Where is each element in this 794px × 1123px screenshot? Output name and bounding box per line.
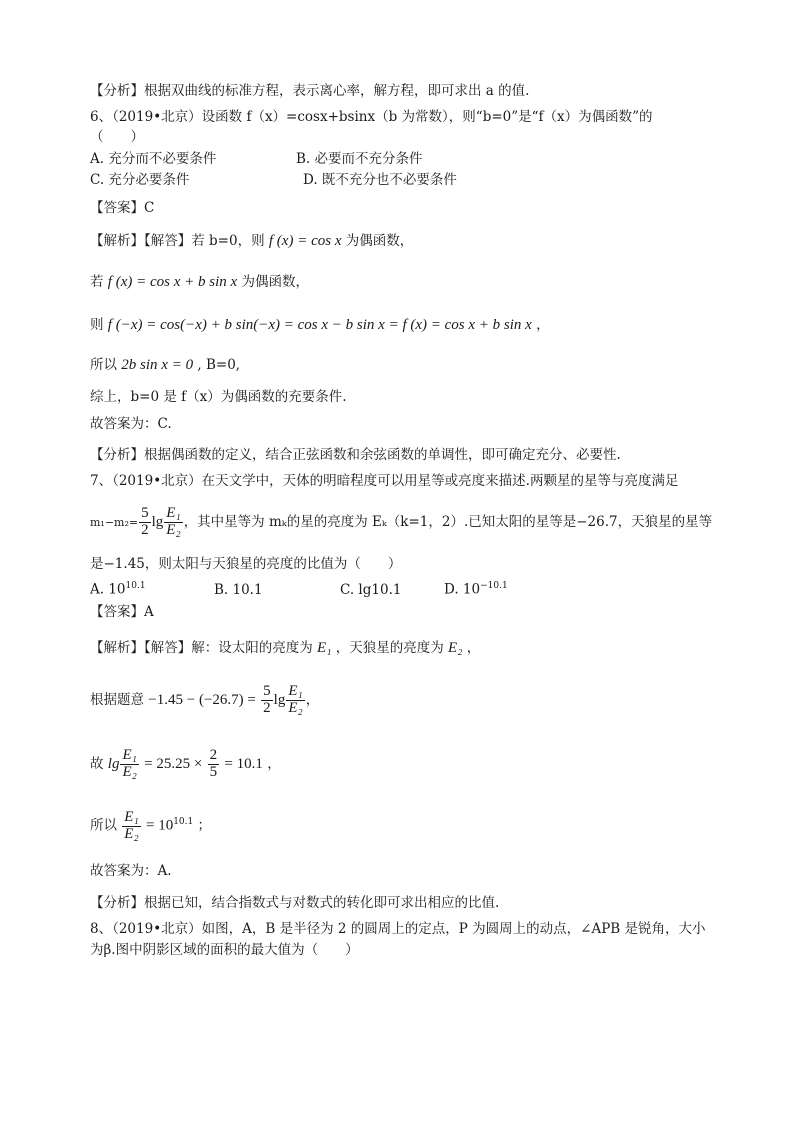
numerator: 5 [263, 683, 271, 700]
denominator: E₂ [122, 764, 137, 780]
q6-option-d: D. 既不充分也不必要条件 [303, 172, 457, 188]
text: ，其中星等为 mₖ的星的亮度为 Eₖ（k=1，2）.已知太阳的星等是−26.7，天狼星的星等 [183, 514, 713, 530]
denominator: E₂ [166, 522, 181, 538]
q7-answer: 【答案】A [90, 604, 154, 620]
option-a-text: A. 10 [90, 581, 126, 598]
text: 则 [90, 317, 104, 333]
option-d-exponent: −10.1 [480, 581, 508, 591]
denominator: 5 [209, 764, 218, 780]
text: ， [536, 317, 550, 333]
q7-solution-line3 [90, 744, 281, 784]
q7-option-d [444, 577, 508, 599]
q8-stem-line2: 为β.图中阴影区域的面积的最大值为（ ） [90, 942, 359, 958]
text: 故 [90, 756, 104, 772]
fraction-2-over-5 [208, 748, 220, 781]
q6-options-row2 [90, 171, 457, 189]
numerator: E₁ [124, 808, 139, 825]
q7-solution-line5: 故答案为：A. [90, 863, 172, 879]
q6-solution-line3 [90, 316, 550, 334]
text: ，天狼星的亮度为 [335, 640, 444, 656]
formula: 2b sin x = 0 [121, 357, 194, 373]
text: ， [267, 756, 281, 772]
formula-lhs: m₁−m₂= [90, 516, 139, 529]
text: 为偶函数， [241, 274, 309, 290]
lg-label: lg [107, 756, 120, 772]
fraction-5-over-2 [139, 506, 151, 539]
q7-stem-line1: 7、（2019•北京）在天文学中，天体的明暗程度可以用星等或亮度来描述.两颗星的星等与亮度满足 [90, 473, 679, 489]
fraction-e1-over-e2 [164, 506, 182, 539]
q7-option-c: C. lg10.1 [340, 581, 402, 598]
q6-stem-line1: 6、（2019•北京）设函数 f（x）=cosx+bsinx（b 为常数），则“b=0”是“f（x）为偶函数”的 [90, 109, 653, 125]
text: , B=0, [197, 357, 241, 373]
q7-solution-line4 [90, 802, 211, 846]
numerator: E₁ [166, 505, 181, 522]
denominator: E₂ [124, 825, 139, 842]
text: 根据题意 [90, 692, 144, 708]
denominator: 2 [263, 700, 271, 716]
denominator: 2 [141, 522, 149, 538]
q7-options [90, 577, 508, 599]
q7-stem-line3: 是−1.45，则太阳与天狼星的亮度的比值为（ ） [90, 556, 402, 572]
text: ； [197, 817, 212, 834]
option-d-text: D. 10 [444, 581, 481, 598]
text: 若 [90, 274, 104, 290]
text: ， [305, 692, 320, 708]
q6-solution-line1 [90, 232, 413, 250]
text: ， [466, 640, 481, 656]
formula: = 10 [145, 817, 174, 834]
q6-solution-line2 [90, 273, 309, 291]
lg-label: lg [151, 514, 164, 530]
formula: = 25.25 × [144, 756, 203, 772]
text: 【解析】【解答】解：设太阳的亮度为 [90, 640, 313, 656]
formula: f (x) = cos x [268, 233, 342, 249]
numerator: 2 [209, 747, 218, 764]
q6-option-c: C. 充分必要条件 [90, 172, 190, 188]
text: 为偶函数， [345, 233, 414, 249]
option-a-exponent: 10.1 [125, 581, 146, 591]
text: 【解析】【解答】若 b=0，则 [90, 233, 265, 249]
q7-analysis: 【分析】根据已知，结合指数式与对数式的转化即可求出相应的比值. [90, 895, 500, 911]
text: 所以 [90, 817, 117, 834]
numerator: E₁ [122, 747, 137, 764]
q7-option-a [90, 577, 214, 599]
q6-stem-line2: （ ） [90, 129, 144, 145]
numerator: E₁ [288, 683, 303, 700]
exponent: 10.1 [173, 817, 194, 827]
formula: −1.45 − (−26.7) = [148, 692, 256, 708]
q6-solution-line6: 故答案为：C. [90, 416, 172, 432]
q6-solution-line4 [90, 356, 240, 374]
e1-symbol: E₁ [317, 640, 332, 656]
q7-option-b: B. 10.1 [214, 581, 263, 598]
fraction-e1-over-e2 [122, 810, 140, 843]
q7-stem-line2 [90, 502, 712, 543]
formula: f (x) = cos x + b sin x [107, 274, 238, 290]
q6-answer: 【答案】C [90, 200, 155, 216]
text: 所以 [90, 357, 117, 373]
lg-label: lg [273, 692, 286, 708]
q6-options-row1 [90, 150, 423, 168]
q6-option-a: A. 充分而不必要条件 [90, 151, 217, 167]
q7-solution-line1 [90, 639, 480, 657]
denominator: E₂ [288, 700, 303, 716]
q6-analysis: 【分析】根据偶函数的定义，结合正弦函数和余弦函数的单调性，即可确定充分、必要性. [90, 447, 621, 463]
result: = 10.1 [224, 756, 263, 772]
numerator: 5 [141, 505, 149, 522]
formula: f (−x) = cos(−x) + b sin(−x) = cos x − b sin x = f (x) = cos x + b sin x [107, 317, 532, 333]
q6-option-b: B. 必要而不充分条件 [296, 151, 423, 167]
q8-stem-line1: 8、（2019•北京）如图，A，B 是半径为 2 的圆周上的定点，P 为圆周上的动点，∠APB 是锐角，大小 [90, 921, 706, 937]
fraction-e1-over-e2 [120, 748, 138, 781]
q5-analysis: 【分析】根据双曲线的标准方程，表示离心率，解方程，即可求出 a 的值. [90, 83, 530, 99]
e2-symbol: E₂ [448, 640, 463, 656]
q7-solution-line2 [90, 680, 319, 720]
fraction-5-over-2 [261, 684, 273, 717]
fraction-e1-over-e2 [286, 684, 304, 717]
q6-solution-line5: 综上，b=0 是 f（x）为偶函数的充要条件. [90, 389, 347, 405]
